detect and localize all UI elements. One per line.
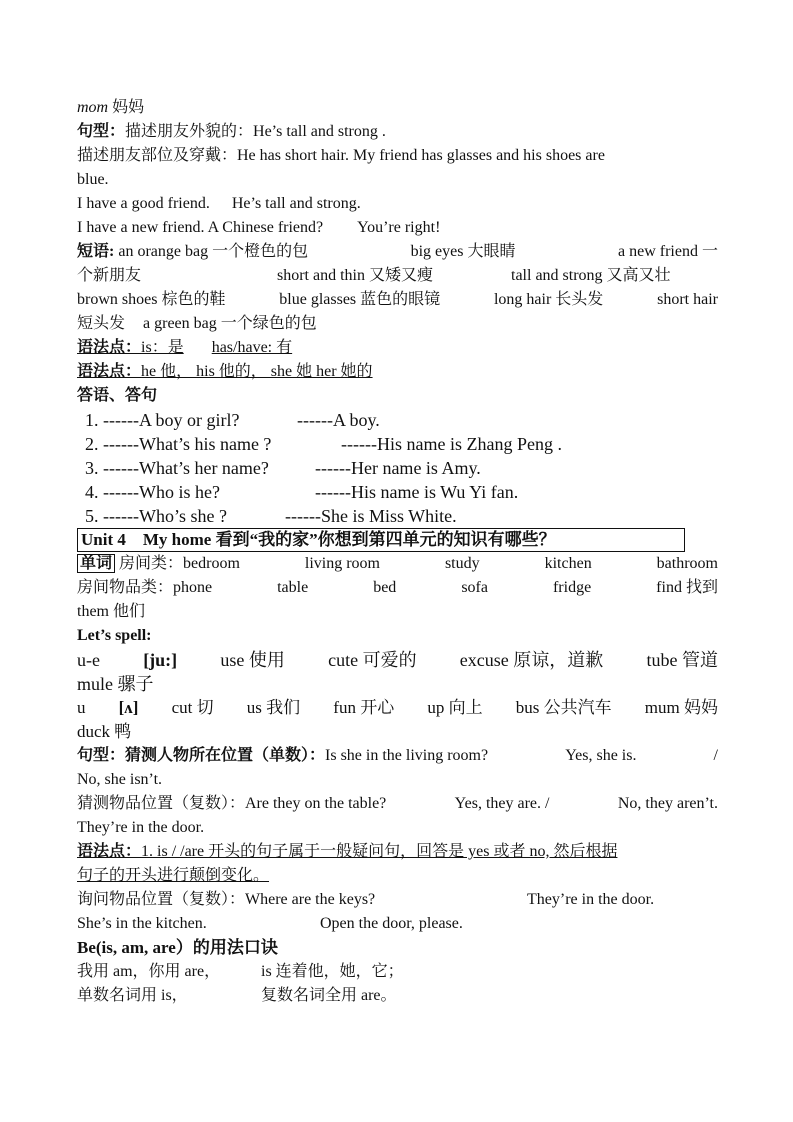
describe-text: 描述朋友部位及穿戴：He has short hair. My friend has glasses and his shoes are [77,147,605,164]
room-word: living room [304,555,380,572]
item-word: fridge [552,579,592,596]
spell-title-text: Let’s spell: [77,627,152,644]
item-word: sofa [461,579,488,596]
grammar-text: 1. is / /are 开头的句子属于一般疑问句，回答是 yes 或者 no, 然后根据 [141,843,618,860]
phrase-item: blue glasses 蓝色的眼镜 [279,291,441,308]
phrase-item: 个新朋友 [77,267,142,284]
items-label: 房间物品类：phone [77,579,213,596]
qa-row [77,408,718,432]
words-rooms-line [77,552,718,576]
pattern2-question: 猜测物品位置（复数）：Are they on the table? [77,795,387,812]
unit-title: Unit 4 My home 看到“我的家”你想到第四单元的知识有哪些？ [77,528,685,552]
be-rhyme: 单数名词用 is， [77,987,188,1004]
spell-word: cut 切 [171,698,214,717]
ask-line [77,888,718,912]
phrase-item: short and thin 又矮又瘦 [277,267,433,284]
describe-line [77,144,718,168]
example-b: He’s tall and strong. [231,195,361,212]
spell-word: mule 骡子 [77,674,154,694]
pattern1-line [77,744,718,768]
example-a: I have a new friend. A Chinese friend? [77,219,324,236]
spell-word: us 我们 [246,698,301,717]
spell-u-line-cont [77,720,718,744]
grammar-text: he 他， his 他的， she 她 her 她的 [141,363,373,380]
spell-word: tube 管道 [646,650,718,670]
grammar-line-2 [77,360,718,384]
be-title [77,936,718,960]
phrases-line-4 [77,312,718,336]
phrase-item: tall and strong 又高又壮 [511,267,671,284]
line-mom [77,96,718,120]
pattern-label: 句型： [77,123,126,140]
pattern1-answer-neg: No, she isn’t. [77,771,163,788]
item-word: bed [373,579,397,596]
pattern1-question: Is she in the living room? [325,747,489,764]
grammar-label: 语法点： [77,363,142,380]
ask-sentence: She’s in the kitchen. [77,915,207,932]
grammar-line-1 [77,336,718,360]
example-b: You’re right! [357,219,441,236]
grammar3-line-cont [77,864,718,888]
room-word: bathroom [656,555,718,572]
describe-text-cont: blue. [77,171,109,188]
phrase-item: big eyes 大眼睛 [410,243,516,260]
phrases-line-3 [77,288,718,312]
pattern1-label: 句型：猜测人物所在位置（单数）： [77,747,326,764]
qa-row [77,480,718,504]
sentence-pattern-line [77,120,718,144]
spell-word: fun 开心 [333,698,395,717]
phrase-item: a new friend 一 [618,243,718,260]
qa-answer: ------Her name is Amy. [315,458,481,478]
pattern2-answer-place: They’re in the door. [77,819,205,836]
phrases-label: 短语: [77,243,115,260]
qa-answer: ------A boy. [297,410,380,430]
example-line-1 [77,192,718,216]
pattern2-answer: Yes, they are. / [454,795,550,812]
qa-title [77,384,718,408]
words-label: 单词 [77,554,115,573]
be-rhyme: 复数名词全用 are。 [261,987,397,1004]
qa-question: 3. ------What’s her name? [85,458,269,478]
spell-ue-line [77,648,718,672]
qa-question: 2. ------What’s his name ? [85,434,272,454]
qa-question: 4. ------Who is he? [85,482,220,502]
spell-letter: u-e [77,650,100,670]
spell-phonetic: [ju:] [143,650,178,670]
spell-phonetic: [ʌ] [118,698,139,717]
phrase-item: short hair [657,291,718,308]
pattern2-line [77,792,718,816]
spell-word: bus 公共汽车 [515,698,612,717]
qa-row [77,456,718,480]
grammar-text-cont: 句子的开头进行颠倒变化。 [77,867,270,884]
qa-question: 5. ------Who’s she ? [85,506,227,526]
item-word: them 他们 [77,603,145,620]
unit-title-line [77,528,718,552]
be-rhyme: 我用 am，你用 are， [77,963,221,980]
words-items-line [77,576,718,600]
spell-word: up 向上 [427,698,483,717]
phrases-line-1 [77,240,718,264]
room-word: kitchen [544,555,592,572]
qa-answer: ------His name is Wu Yi fan. [315,482,519,502]
phrase-item: an orange bag 一个橙色的包 [118,243,309,260]
phrase-item: brown shoes 棕色的鞋 [77,291,226,308]
pattern2-answer-neg: No, they aren’t. [617,795,718,812]
be-rhyme: is 连着他，她，它； [261,963,404,980]
words-them-line [77,600,718,624]
spell-word: excuse 原谅，道歉 [459,650,604,670]
ask-answer: They’re in the door. [527,891,655,908]
ask-question: 询问物品位置（复数）：Where are the keys? [77,891,376,908]
item-word: find 找到 [656,579,718,596]
spell-u-line [77,696,718,720]
pattern1-answer: Yes, she is. [565,747,637,764]
phrase-item: long hair 长头发 [493,291,604,308]
qa-answer: ------She is Miss White. [285,506,457,526]
spell-word: mum 妈妈 [644,698,718,717]
grammar-b: has/have: 有 [211,339,293,356]
phrase-item: 短头发 [77,315,126,332]
room-word: study [444,555,480,572]
grammar-label: 语法点： [77,843,142,860]
example-line-2 [77,216,718,240]
grammar-a: is：是 [141,339,184,356]
qa-row [77,504,718,528]
spell-word: use 使用 [220,650,285,670]
rooms-label: 房间类：bedroom [119,555,240,572]
document-page [77,96,718,1008]
spell-word: duck 鸭 [77,722,132,741]
spell-title [77,624,718,648]
pattern1-line-cont [77,768,718,792]
pattern2-line-cont [77,816,718,840]
spell-ue-line-cont [77,672,718,696]
pattern1-slash: / [713,747,718,764]
spell-letter: u [77,698,86,717]
ask-sentence: Open the door, please. [320,915,463,932]
be-line-1 [77,960,718,984]
spell-word: cute 可爱的 [328,650,417,670]
item-word: table [277,579,309,596]
qa-title-text: 答语、答句 [77,387,158,404]
phrases-line-2 [77,264,718,288]
grammar-label: 语法点： [77,339,142,356]
word-zh: 妈妈 [112,99,145,116]
be-title-text: Be(is, am, are）的用法口诀 [77,938,278,957]
qa-question: 1. ------A boy or girl? [85,410,240,430]
word-en: mom [77,99,109,116]
ask-line-cont [77,912,718,936]
pattern-text: 描述朋友外貌的：He’s tall and strong . [125,123,386,140]
be-line-2 [77,984,718,1008]
qa-answer: ------His name is Zhang Peng . [341,434,562,454]
qa-row [77,432,718,456]
describe-line-cont [77,168,718,192]
example-a: I have a good friend. [77,195,210,212]
grammar3-line [77,840,718,864]
phrase-item: a green bag 一个绿色的包 [143,315,317,332]
